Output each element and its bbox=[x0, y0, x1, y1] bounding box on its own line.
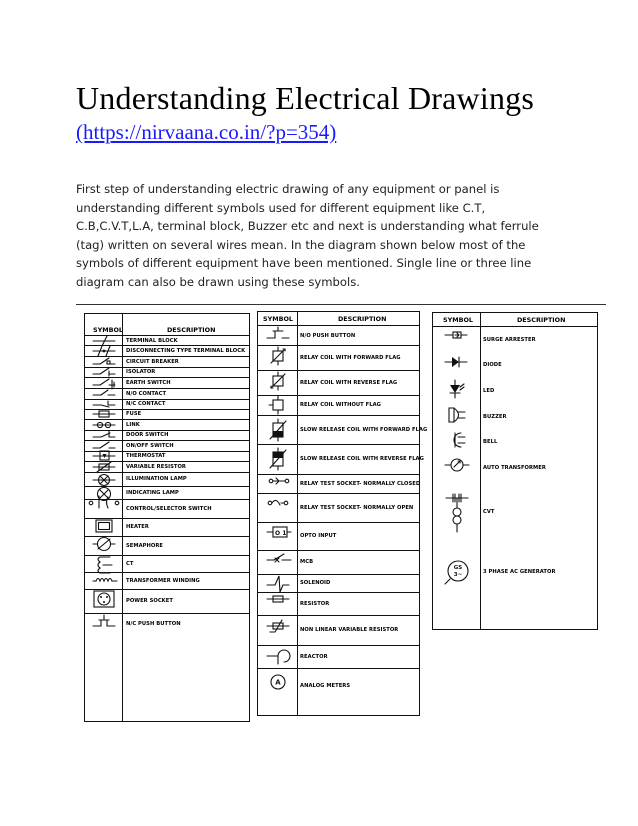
table-row bbox=[85, 367, 249, 377]
slow-release-reverse-icon bbox=[258, 444, 297, 474]
row-description: INDICATING LAMP bbox=[126, 489, 179, 496]
table-row bbox=[85, 461, 249, 472]
relay-test-socket-no-icon bbox=[258, 493, 297, 522]
row-description: N/C CONTACT bbox=[126, 401, 166, 407]
table-row bbox=[85, 536, 249, 555]
nonlinear-resistor-icon bbox=[258, 615, 297, 645]
table-row bbox=[258, 550, 419, 574]
power-socket-icon bbox=[85, 589, 122, 613]
svg-text:GS: GS bbox=[453, 564, 462, 571]
row-description: CVT bbox=[483, 508, 495, 515]
table-row bbox=[258, 444, 424, 474]
description-header: DESCRIPTION bbox=[338, 315, 387, 323]
row-description: DISCONNECTING TYPE TERMINAL BLOCK bbox=[126, 347, 246, 354]
row-description: BUZZER bbox=[483, 413, 507, 420]
row-description: N/O PUSH BUTTON bbox=[300, 332, 356, 339]
paragraph-line: (tag) written on several wires mean. In the diagram shown below most of the bbox=[76, 237, 526, 252]
row-description: LINK bbox=[126, 421, 140, 428]
row-description: VARIABLE RESISTOR bbox=[126, 463, 186, 470]
row-description: CIRCUIT BREAKER bbox=[126, 358, 179, 365]
table-row bbox=[258, 645, 419, 668]
row-description: CONTROL/SELECTOR SWITCH bbox=[126, 505, 212, 512]
row-description: SLOW RELEASE COIL WITH FORWARD FLAG bbox=[300, 426, 428, 433]
illumination-lamp-icon bbox=[85, 472, 122, 486]
table-row bbox=[85, 499, 249, 518]
semaphore-icon bbox=[85, 536, 122, 555]
table-row bbox=[433, 455, 597, 481]
table-row bbox=[85, 430, 249, 440]
fuse-icon bbox=[85, 409, 122, 419]
cvt-icon bbox=[433, 481, 480, 542]
table-row bbox=[433, 481, 597, 542]
row-description: OPTO INPUT bbox=[300, 533, 337, 539]
table-row bbox=[258, 326, 419, 345]
row-description: SOLENOID bbox=[300, 580, 331, 586]
symbol-header: SYMBOL bbox=[443, 316, 473, 324]
symbol-table-2 bbox=[257, 311, 428, 716]
paragraph-line: understanding different symbols used for different equipment like C.T, bbox=[76, 200, 486, 215]
symbol-header: SYMBOL bbox=[263, 315, 293, 323]
paragraph-line: diagram can also be drawn using these symbols. bbox=[76, 274, 360, 289]
row-description: ISOLATOR bbox=[126, 369, 156, 375]
row-description: RELAY COIL WITHOUT FLAG bbox=[300, 402, 381, 408]
row-description: DOOR SWITCH bbox=[126, 432, 169, 438]
table-row bbox=[85, 555, 249, 572]
opto-input-icon bbox=[258, 522, 297, 550]
table-row bbox=[433, 353, 597, 377]
row-description: CT bbox=[126, 560, 134, 567]
table-row bbox=[85, 377, 249, 388]
row-description: MCB bbox=[300, 559, 314, 565]
row-description: N/C PUSH BUTTON bbox=[126, 621, 181, 627]
row-description: RELAY TEST SOCKET- NORMALLY CLOSED bbox=[300, 480, 421, 487]
row-description: EARTH SWITCH bbox=[126, 379, 171, 386]
relay-no-flag-icon bbox=[258, 395, 297, 415]
table-row bbox=[258, 574, 419, 592]
solenoid-icon bbox=[258, 574, 297, 592]
row-description: NON LINEAR VARIABLE RESISTOR bbox=[300, 627, 399, 633]
row-description: LED bbox=[483, 388, 495, 394]
symbol-header: SYMBOL bbox=[93, 326, 123, 334]
table-row bbox=[85, 518, 249, 536]
surge-arrester-icon bbox=[433, 327, 480, 353]
source-link[interactable]: (https://nirvaana.co.in/?p=354) bbox=[76, 120, 337, 144]
selector-switch-icon bbox=[85, 499, 122, 518]
mcb-icon bbox=[258, 550, 297, 574]
row-description: SURGE ARRESTER bbox=[483, 337, 536, 343]
thermostat-icon bbox=[85, 451, 122, 461]
table-row bbox=[258, 592, 419, 615]
ct-icon bbox=[85, 555, 122, 572]
table-row bbox=[85, 589, 249, 613]
slow-release-forward-icon bbox=[258, 415, 297, 444]
row-description: FUSE bbox=[126, 411, 142, 417]
relay-reverse-flag-icon bbox=[258, 370, 297, 395]
nc-push-button-icon bbox=[85, 613, 122, 635]
row-description: RELAY TEST SOCKET- NORMALLY OPEN bbox=[300, 504, 414, 511]
paragraph-line: C.B,C.V.T,L.A, terminal block, Buzzer etc and next is understanding what ferrule bbox=[76, 219, 539, 234]
description-header: DESCRIPTION bbox=[167, 326, 216, 334]
svg-text:3~: 3~ bbox=[453, 571, 462, 578]
paragraph-line: First step of understanding electric drawing of any equipment or panel is bbox=[76, 182, 500, 196]
row-description: THERMOSTAT bbox=[126, 453, 166, 459]
table-row bbox=[258, 395, 419, 415]
row-description: SLOW RELEASE COIL WITH REVERSE FLAG bbox=[300, 456, 424, 462]
intro-paragraph bbox=[76, 180, 566, 292]
table-row bbox=[85, 345, 249, 356]
row-description: ON/OFF SWITCH bbox=[126, 442, 174, 449]
table-row bbox=[258, 415, 428, 444]
row-description: REACTOR bbox=[300, 653, 328, 660]
svg-text:A: A bbox=[274, 678, 281, 686]
symbol-table-3 bbox=[432, 312, 598, 630]
table-row bbox=[85, 572, 249, 589]
table-row bbox=[85, 613, 249, 635]
row-description: ILLUMINATION LAMP bbox=[126, 476, 187, 482]
svg-text:O 1: O 1 bbox=[274, 530, 286, 537]
table-row bbox=[433, 327, 597, 353]
symbol-table-1 bbox=[84, 313, 250, 722]
row-description: HEATER bbox=[126, 524, 149, 530]
row-description: ANALOG METERS bbox=[300, 682, 351, 689]
row-description: BELL bbox=[483, 438, 498, 445]
row-description: TRANSFORMER WINDING bbox=[126, 577, 200, 584]
row-description: RESISTOR bbox=[300, 600, 330, 607]
table-row bbox=[258, 668, 419, 703]
buzzer-icon bbox=[433, 405, 480, 428]
analog-meter-icon bbox=[258, 668, 297, 703]
table-row bbox=[258, 615, 419, 645]
row-description: RELAY COIL WITH FORWARD FLAG bbox=[300, 354, 401, 361]
no-push-button-icon bbox=[258, 326, 297, 345]
row-description: 3 PHASE AC GENERATOR bbox=[483, 568, 556, 575]
description-header: DESCRIPTION bbox=[517, 316, 566, 324]
table-row bbox=[85, 451, 249, 461]
heater-icon bbox=[85, 518, 122, 536]
row-description: RELAY COIL WITH REVERSE FLAG bbox=[300, 379, 398, 386]
ac-generator-icon bbox=[433, 542, 480, 601]
table-row bbox=[85, 409, 249, 419]
table-row bbox=[433, 405, 597, 428]
row-description: N/O CONTACT bbox=[126, 390, 167, 397]
relay-forward-flag-icon bbox=[258, 345, 297, 370]
row-description: POWER SOCKET bbox=[126, 598, 173, 604]
earth-switch-icon bbox=[85, 377, 122, 388]
door-switch-icon bbox=[85, 430, 122, 440]
table-row bbox=[85, 472, 249, 486]
transformer-winding-icon bbox=[85, 572, 122, 589]
auto-transformer-icon bbox=[433, 455, 480, 481]
row-description: TERMINAL BLOCK bbox=[126, 337, 178, 344]
diode-icon bbox=[433, 353, 480, 377]
table-row bbox=[258, 474, 419, 493]
table-row bbox=[258, 522, 419, 550]
table-row bbox=[258, 493, 419, 522]
variable-resistor-icon bbox=[85, 461, 122, 472]
relay-test-socket-nc-icon bbox=[258, 474, 297, 493]
bell-icon bbox=[433, 428, 480, 455]
table-row bbox=[258, 370, 419, 395]
reactor-icon bbox=[258, 645, 297, 668]
disconnecting-terminal-block-icon bbox=[85, 345, 122, 356]
page-title: Understanding Electrical Drawings bbox=[76, 80, 535, 116]
row-description: SEMAPHORE bbox=[126, 542, 163, 549]
table-row bbox=[433, 377, 597, 405]
row-description: DIODE bbox=[483, 362, 502, 368]
divider bbox=[76, 304, 606, 305]
table-row bbox=[258, 345, 419, 370]
row-description: AUTO TRANSFORMER bbox=[483, 465, 546, 471]
paragraph-line: symbols of different equipment have been mentioned. Single line or three line bbox=[76, 256, 532, 271]
resistor-icon bbox=[258, 592, 297, 615]
led-icon bbox=[433, 377, 480, 405]
table-row bbox=[433, 428, 597, 455]
table-row bbox=[433, 542, 597, 601]
isolator-icon bbox=[85, 367, 122, 377]
